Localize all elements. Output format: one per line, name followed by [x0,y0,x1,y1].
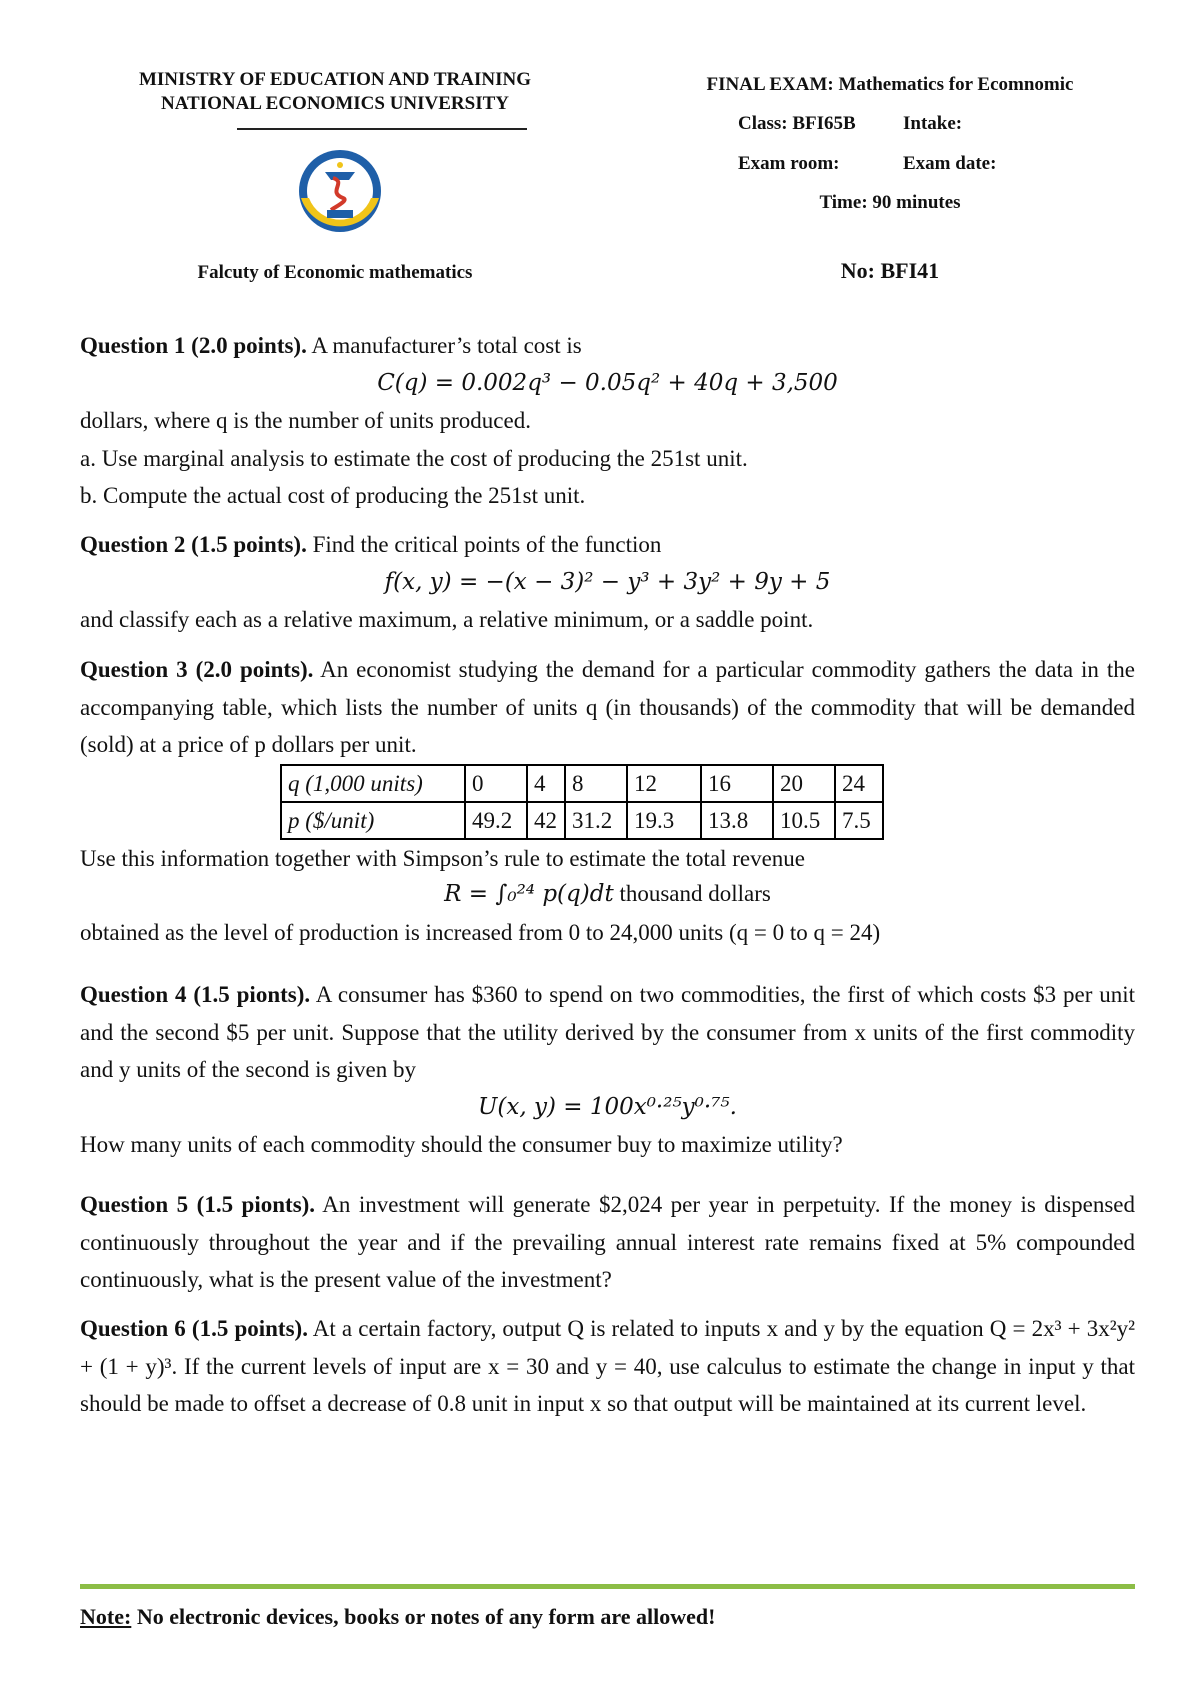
table-row [281,802,883,839]
question-1-line2: dollars, where q is the number of units produced. [80,408,531,433]
exam-date-label: Exam date: [903,153,997,174]
question-1-text: A manufacturer’s total cost is [306,333,582,358]
question-4-text: A consumer has $360 to spend on two commodities, the first of which costs $3 per unit and the second $5 per unit. Suppose that the utility derived by the consumer from x units of the first commodity and y units of the second is given by [80,982,1135,1082]
question-3-formula: R = ∫₀²⁴ p(q)dt [444,881,614,907]
table-row [281,765,883,802]
question-4-formula: U(x, y) = 100x⁰·²⁵y⁰·⁷⁵. [478,1093,737,1120]
table-cell: 24 [835,765,883,802]
ministry-name: MINISTRY OF EDUCATION AND TRAINING [138,69,532,90]
question-2-line2: and classify each as a relative maximum, a relative minimum, or a saddle point. [80,607,814,632]
time-label: Time: 90 minutes [819,192,961,213]
note-text: No electronic devices, books or notes of any form are allowed! [131,1604,716,1629]
table-cell: 12 [627,765,701,802]
question-4-line2: How many units of each commodity should the consumer buy to maximize utility? [80,1132,843,1157]
question-5-text: An investment will generate $2,024 per year in perpetuity. If the money is dispensed continuously throughout the year and if the prevailing annual interest rate remains fixed at 5% compounded continuously, what is the present value of the investment? [80,1192,1135,1292]
exam-number: No: BFI41 [840,258,940,283]
exam-title: FINAL EXAM: Mathematics for Ecomnomic [706,74,1074,95]
question-1-part-b: b. Compute the actual cost of producing the 251st unit. [80,483,586,508]
question-3-formula-tail: thousand dollars [613,881,771,906]
question-1 [80,327,1135,515]
exam-room-label: Exam room: [738,153,840,174]
table-cell: 10.5 [773,802,835,839]
question-3 [80,651,1135,951]
question-3-last-line: obtained as the level of production is increased from 0 to 24,000 units (q = 0 to q = 24) [80,919,881,945]
university-logo [297,148,383,234]
question-1-part-a: a. Use marginal analysis to estimate the cost of producing the 251st unit. [80,445,748,471]
table-cell: 0 [465,765,527,802]
question-2-formula: f(x, y) = −(x − 3)² − y³ + 3y² + 9y + 5 [384,568,831,595]
table-cell: 31.2 [565,802,627,839]
table-cell: 13.8 [701,802,773,839]
intake-label: Intake: [903,113,963,134]
question-4-title: Question 4 (1.5 pionts). [80,982,311,1007]
table-cell: 4 [527,765,565,802]
question-3-text: An economist studying the demand for a particular commodity gathers the data in the accompanying table, which lists the number of units q (in thousands) of the commodity that will be demanded (sold) at a price of p dollars per unit. [80,657,1135,757]
note-label: Note: [80,1604,132,1629]
question-3-line-after-table: Use this information together with Simpson’s rule to estimate the total revenue [80,845,805,871]
demand-table [280,764,884,840]
table-cell: 42 [527,802,565,839]
question-5 [80,1186,1135,1299]
question-2-text: Find the critical points of the function [306,532,662,557]
table-cell: 7.5 [835,802,883,839]
question-5-title: Question 5 (1.5 pionts). [80,1192,316,1217]
table-cell: 19.3 [627,802,701,839]
question-6 [80,1310,1135,1423]
university-name: NATIONAL ECONOMICS UNIVERSITY [160,93,510,114]
faculty-name: Falcuty of Economic mathematics [197,262,473,283]
table-cell: 8 [565,765,627,802]
header-rule [237,128,527,130]
table-cell: 16 [701,765,773,802]
question-1-title: Question 1 (2.0 points). [80,333,307,358]
question-2-title: Question 2 (1.5 points). [80,532,307,557]
question-6-title: Question 6 (1.5 points). [80,1316,308,1341]
question-4 [80,976,1135,1164]
table-cell: 20 [773,765,835,802]
question-2 [80,526,1135,639]
question-1-formula: C(q) = 0.002q³ − 0.05q² + 40q + 3,500 [377,369,838,396]
footer-rule [80,1584,1135,1589]
question-3-title: Question 3 (2.0 points). [80,657,314,682]
class-label: Class: BFI65B [738,113,856,134]
table-cell: p ($/unit) [281,802,465,839]
table-cell: 49.2 [465,802,527,839]
table-cell: q (1,000 units) [281,765,465,802]
note [80,1604,715,1630]
question-6-text: At a certain factory, output Q is related to inputs x and y by the equation Q = 2x³ + 3x²y² + (1 + y)³. If the current levels of input are x = 30 and y = 40, use calculus to estimate the change in input y that should be made to offset a decrease of 0.8 unit in input x so that output will be maintained at its current level. [80,1316,1136,1416]
